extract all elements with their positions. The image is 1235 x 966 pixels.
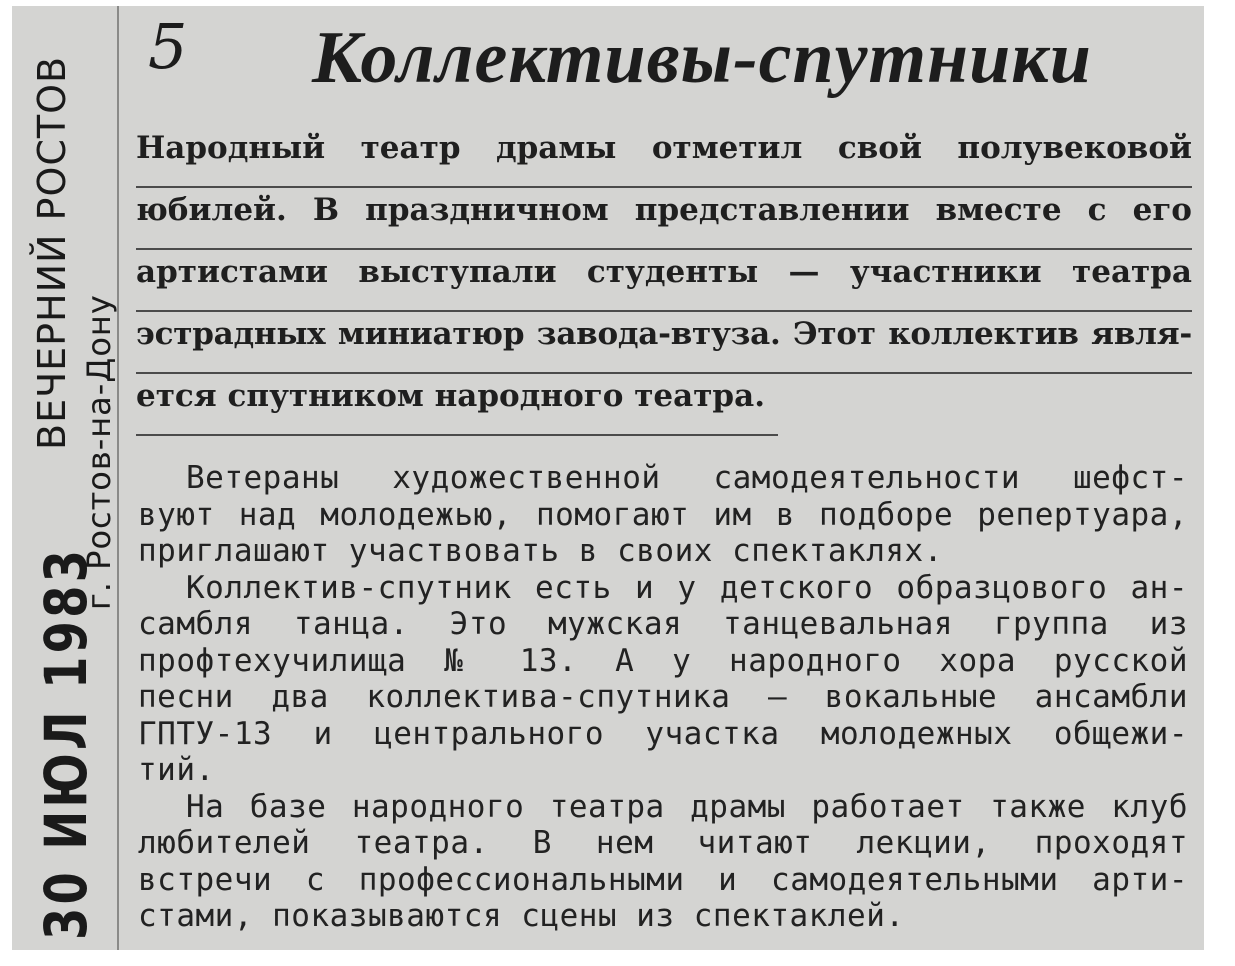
body-line: На базе народного театра драмы работает также клуб bbox=[186, 788, 1188, 825]
newspaper-city: г. Ростов-на-Дону bbox=[80, 294, 118, 610]
body-line: самбля танца. Это мужская танцевальная группа из bbox=[138, 606, 1188, 642]
side-stamp bbox=[30, 10, 120, 950]
body-line: песни два коллектива-спутника — вокальные ансамбли bbox=[138, 679, 1188, 715]
body-line: Коллектив-спутник есть и у детского образцового ан- bbox=[186, 569, 1188, 606]
lead-line: артистами выступали студенты — участники театра bbox=[136, 250, 1192, 312]
article-body bbox=[138, 460, 1188, 935]
body-line: приглашают участвовать в своих спектаклях. bbox=[138, 533, 943, 569]
body-line: тий. bbox=[138, 752, 215, 788]
lead-line: эстрадных миниатюр завода-втуза. Этот коллектив явля- bbox=[136, 312, 1192, 374]
lead-paragraph bbox=[136, 126, 1192, 436]
lead-line: юбилей. В праздничном представлении вместе с его bbox=[136, 188, 1192, 250]
date-stamp: 30 ИЮЛ 1983 bbox=[32, 546, 100, 940]
newspaper-name: ВЕЧЕРНИЙ РОСТОВ bbox=[30, 55, 74, 450]
body-line: Ветераны художественной самодеятельности шефст- bbox=[186, 460, 1188, 496]
body-line: вуют над молодежью, помогают им в подборе репертуара, bbox=[138, 496, 1188, 533]
lead-line: Народный театр драмы отметил свой полувековой bbox=[136, 126, 1192, 188]
lead-line: ется спутником народного театра. bbox=[136, 374, 778, 436]
body-line: ГПТУ-13 и центрального участка молодежных общежи- bbox=[138, 715, 1188, 752]
body-line: любителей театра. В нем читают лекции, проходят bbox=[138, 825, 1188, 861]
body-line: встречи с профессиональными и самодеятельными арти- bbox=[138, 861, 1188, 898]
body-line: профтехучилища № 13. А у народного хора русской bbox=[138, 642, 1188, 679]
handwritten-number: 5 bbox=[148, 10, 188, 83]
article-headline: Коллективы-спутники bbox=[312, 17, 1092, 99]
body-line: стами, показываются сцены из спектаклей. bbox=[138, 898, 905, 934]
